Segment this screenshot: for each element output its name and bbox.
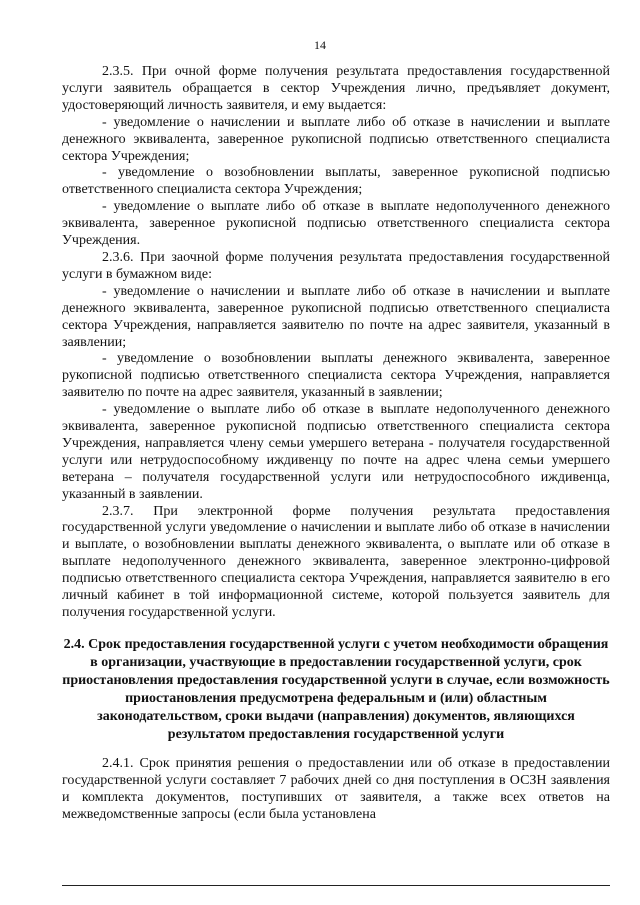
page-number: 14 (314, 38, 326, 52)
paragraph-2-3-7: 2.3.7. При электронной форме получения результата предоставления государственной услуги уведомление о начислении и выплате либо об отказе в начислении и выплате, о возобновлении выплаты денежного эквивалента, о выплате или об отказе в выплате недополученного денежного эквивалента, заверенное электронно-цифровой подписью ответственного специалиста сектора Учреждения, направляется заявителю в его личный кабинет в той информационной системе, которой пользуется заявитель для получения государственной услуги. (62, 503, 610, 620)
section-heading-2-4: 2.4. Срок предоставления государственной услуги с учетом необходимости обращения в организации, участвующие в предоставлении государственной услуги, срок приостановления предоставления государственной услуги в случае, если возможность приостановления предусмотрена федеральным и (или) областным законодательством, сроки выдачи (направления) документов, являющихся результатом предоставления государственной услуги (62, 636, 610, 742)
list-item: - уведомление о возобновлении выплаты денежного эквивалента, заверенное рукописной подписью ответственного специалиста сектора Учреждения, направляется заявителю по почте на адрес заявителя, указанный в заявлении; (62, 351, 610, 401)
list-item: - уведомление о начислении и выплате либо об отказе в начислении и выплате денежного эквивалента, заверенное рукописной подписью ответственного специалиста сектора Учреждения; (62, 114, 610, 164)
page-content (62, 64, 610, 824)
list-item: - уведомление о выплате либо об отказе в выплате недополученного денежного эквивалента, заверенное рукописной подписью ответственного специалиста сектора Учреждения. (62, 199, 610, 249)
section-heading-block (62, 636, 610, 744)
paragraph-2-4-1: 2.4.1. Срок принятия решения о предоставлении или об отказе в предоставлении государственной услуги составляет 7 рабочих дней со дня поступления в ОСЗН заявления и комплекта документов, поступивших от заявителя, а также всех ответов на межведомственные запросы (если была установлена (62, 755, 610, 822)
list-item: - уведомление о начислении и выплате либо об отказе в начислении и выплате денежного эквивалента, заверенное рукописной подписью ответственного специалиста сектора Учреждения, направляется заявителю по почте на адрес заявителя, указанный в заявлении; (62, 283, 610, 350)
list-item: - уведомление о выплате либо об отказе в выплате недополученного денежного эквивалента, заверенное рукописной подписью ответственного специалиста сектора Учреждения, направляется члену семьи умершего ветерана - получателя государственной услуги или нетрудоспособному иждивенцу по почте на адрес члена семьи умершего ветерана – получателя государственной услуги или нетрудоспособного иждивенца, указанный в заявлении. (62, 402, 610, 502)
paragraph-2-3-6: 2.3.6. При заочной форме получения результата предоставления государственной услуги в бумажном виде: (62, 249, 610, 282)
bottom-rule (62, 885, 610, 886)
list-item: - уведомление о возобновлении выплаты, заверенное рукописной подписью ответственного специалиста сектора Учреждения; (62, 165, 610, 198)
paragraph-2-3-5: 2.3.5. При очной форме получения результата предоставления государственной услуги заявитель обращается в сектор Учреждения лично, предъявляет документ, удостоверяющий личность заявителя, и ему выдается: (62, 64, 610, 113)
